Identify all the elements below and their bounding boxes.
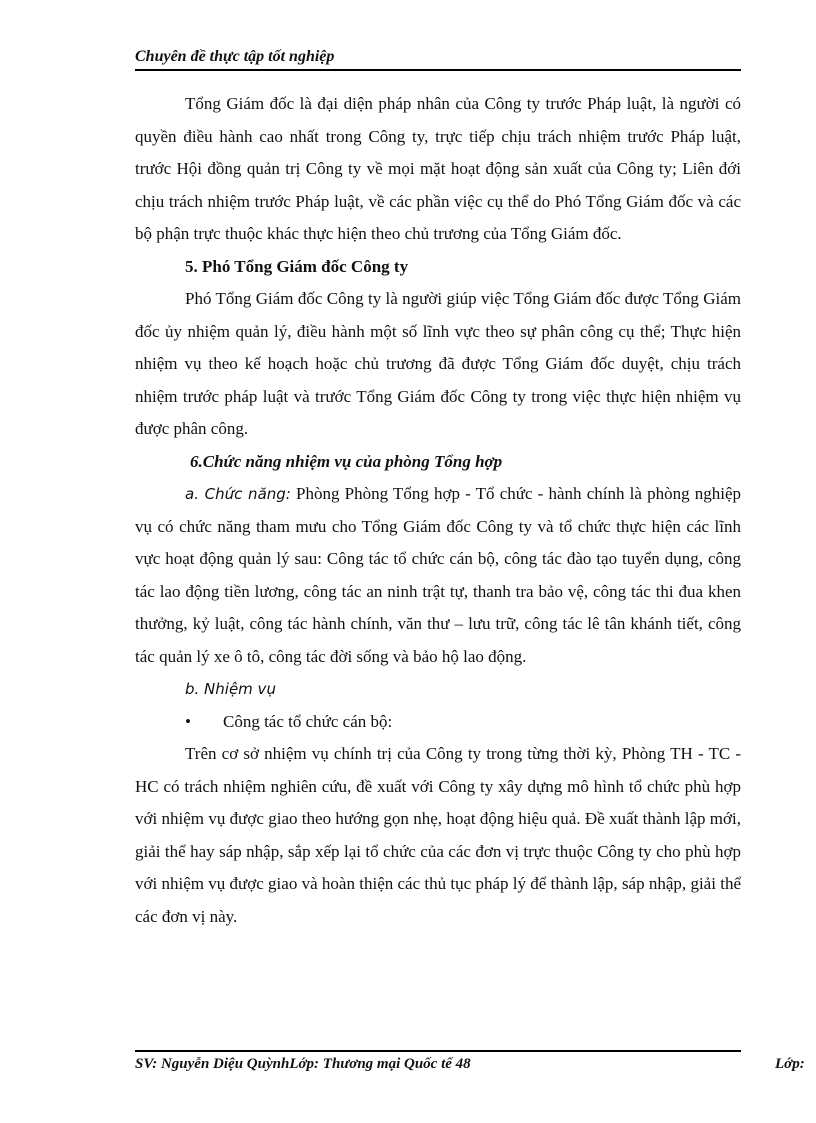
bullet-text: Công tác tổ chức cán bộ: xyxy=(223,711,393,731)
paragraph-organization: Trên cơ sở nhiệm vụ chính trị của Công ty trong từng thời kỳ, Phòng TH - TC - HC có trách nhiệm nghiên cứu, đề xuất với Công ty xây dựng mô hình tổ chức phù hợp với nhiệm vụ được giao theo hướng gọn nhẹ, hoạt động hiệu quả. Đề xuất thành lập mới, giải thể hay sáp nhập, sắp xếp lại tổ chức của các đơn vị trực thuộc Công ty cho phù hợp với nhiệm vụ được giao và hoàn thiện các thủ tục pháp lý để thành lập, sáp nhập, giải thể các đơn vị này. xyxy=(135,744,741,926)
function-text: Phòng Phòng Tổng hợp - Tổ chức - hành chính là phòng nghiệp vụ có chức năng tham mưu cho Tổng Giám đốc Công ty và tổ chức thực hiện các lĩnh vực hoạt động quản lý sau: Công tác tổ chức cán bộ, công tác đào tạo tuyển dụng, công tác lao động tiền lương, công tác an ninh trật tự, thanh tra bảo vệ, công tác thi đua khen thưởng, kỷ luật, công tác hành chính, văn thư – lưu trữ, công tác lê tân khánh tiết, công tác quản lý xe ô tô, công tác đời sống và bảo hộ lao động. xyxy=(135,484,742,666)
subheading-tasks xyxy=(135,673,741,706)
paragraph-function xyxy=(135,478,741,673)
bullet-dot-icon: • xyxy=(185,711,191,731)
function-label: a. Chức năng: xyxy=(185,485,291,503)
bullet-item xyxy=(135,706,741,739)
document-body xyxy=(135,88,741,933)
section-heading-6: 6.Chức năng nhiệm vụ của phòng Tổng hợp xyxy=(190,451,503,471)
footer-class-label: Lớp: xyxy=(775,1056,805,1072)
page-header-title: Chuyên đề thực tập tốt nghiệp xyxy=(135,48,335,65)
paragraph-deputy-director: Phó Tổng Giám đốc Công ty là người giúp việc Tổng Giám đốc được Tổng Giám đốc ủy nhiệm quản lý, điều hành một số lĩnh vực theo sự phân công cụ thể; Thực hiện nhiệm vụ theo kế hoạch hoặc chủ trương đã được Tổng Giám đốc duyệt, chịu trách nhiệm trước pháp luật và trước Tổng Giám đốc Công ty trong việc thực hiện nhiệm vụ được phân công. xyxy=(135,289,741,438)
tasks-label: b. Nhiệm vụ xyxy=(185,680,276,698)
paragraph-general-director: Tổng Giám đốc là đại diện pháp nhân của Công ty trước Pháp luật, là người có quyền điều hành cao nhất trong Công ty, trực tiếp chịu trách nhiệm trước Pháp luật, trước Hội đồng quản trị Công ty về mọi mặt hoạt động sản xuất của Công ty; Liên đới chịu trách nhiệm trước Pháp luật, về các phần việc cụ thể do Phó Tổng Giám đốc và các bộ phận trực thuộc khác thực hiện theo chủ trương của Tổng Giám đốc. xyxy=(135,94,741,243)
footer-rule xyxy=(135,1050,741,1052)
section-heading-5: 5. Phó Tổng Giám đốc Công ty xyxy=(185,256,409,276)
footer-student-info: SV: Nguyễn Diệu QuỳnhLớp: Thương mại Quốc tế 48 xyxy=(135,1056,471,1072)
header-rule xyxy=(135,69,741,71)
